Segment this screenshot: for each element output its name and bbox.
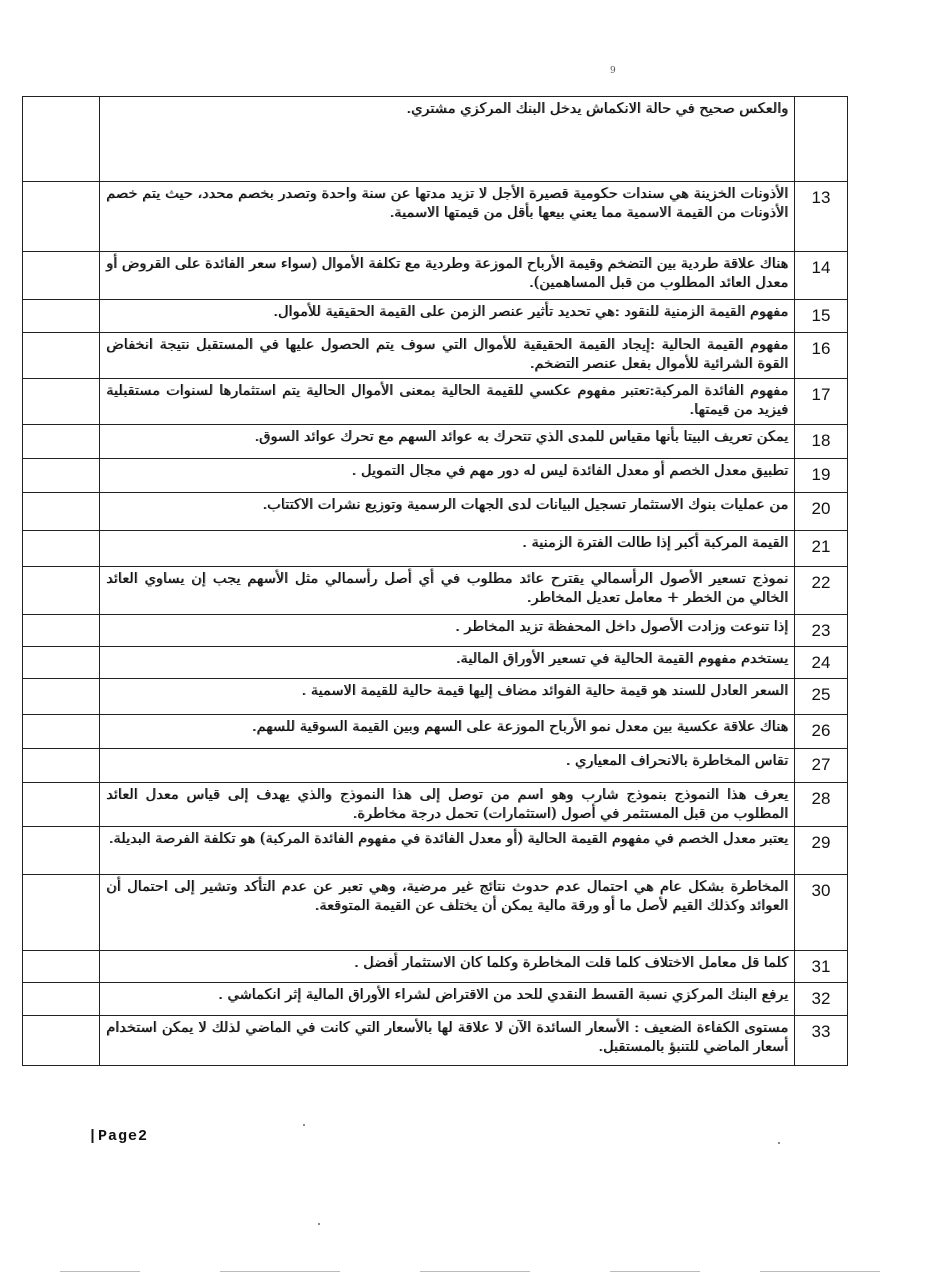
- question-number: 29: [795, 827, 848, 875]
- answer-cell: [23, 615, 100, 647]
- question-text: هناك علاقة طردية بين التضخم وقيمة الأرباح الموزعة وطردية مع تكلفة الأموال (سواء سعر الفائدة على القروض أو معدل العائد المطلوب من قبل المساهمين).: [100, 252, 795, 300]
- question-row: [23, 1016, 848, 1066]
- question-number: 13: [795, 182, 848, 252]
- answer-cell: [23, 97, 100, 182]
- answer-cell: [23, 333, 100, 379]
- scan-speck: [318, 1223, 320, 1225]
- answer-cell: [23, 300, 100, 333]
- answer-cell: [23, 425, 100, 459]
- answer-cell: [23, 983, 100, 1016]
- answer-cell: [23, 531, 100, 567]
- question-row: [23, 715, 848, 749]
- question-number: 27: [795, 749, 848, 783]
- question-row: [23, 827, 848, 875]
- question-number: 14: [795, 252, 848, 300]
- answer-cell: [23, 459, 100, 493]
- question-number: 33: [795, 1016, 848, 1066]
- question-number: 22: [795, 567, 848, 615]
- answer-cell: [23, 679, 100, 715]
- question-number: 28: [795, 783, 848, 827]
- answer-cell: [23, 749, 100, 783]
- question-text: مفهوم القيمة الحالية :إيجاد القيمة الحقيقية للأموال التي سوف يتم الحصول عليها في المستقبل نتيجة انخفاض القوة الشرائية للأموال بفعل عنصر التضخم.: [100, 333, 795, 379]
- answer-cell: [23, 827, 100, 875]
- answer-cell: [23, 493, 100, 531]
- question-row: [23, 679, 848, 715]
- scan-speck: [303, 1124, 305, 1126]
- question-row: [23, 951, 848, 983]
- question-text: هناك علاقة عكسية بين معدل نمو الأرباح الموزعة على السهم وبين القيمة السوقية للسهم.: [100, 715, 795, 749]
- question-text: الأذونات الخزينة هي سندات حكومية قصيرة الأجل لا تزيد مدتها عن سنة واحدة وتصدر بخصم محدد، حيث يتم خصم الأذونات من القيمة الاسمية مما يعني بيعها بأقل من قيمتها الاسمية.: [100, 182, 795, 252]
- question-row: [23, 300, 848, 333]
- question-number: [795, 97, 848, 182]
- question-row: [23, 567, 848, 615]
- question-text: يستخدم مفهوم القيمة الحالية في تسعير الأوراق المالية.: [100, 647, 795, 679]
- question-text: تطبيق معدل الخصم أو معدل الفائدة ليس له دور مهم في مجال التمويل .: [100, 459, 795, 493]
- question-row: [23, 459, 848, 493]
- question-text: مستوى الكفاءة الضعيف : الأسعار السائدة الآن لا علاقة لها بالأسعار التي كانت في الماضي لذلك لا يمكن استخدام أسعار الماضي للتنبؤ بالمستقبل.: [100, 1016, 795, 1066]
- question-text: يعرف هذا النموذج بنموذج شارب وهو اسم من توصل إلى هذا النموذج والذي يهدف إلى قياس معدل العائد المطلوب من قبل المستثمر في أصول (استثمارات) تحمل درجة مخاطرة.: [100, 783, 795, 827]
- answer-cell: [23, 182, 100, 252]
- question-text: المخاطرة بشكل عام هي احتمال عدم حدوث نتائج غير مرضية، وهي تعبر عن عدم التأكد وتشير إلى احتمال أن العوائد وكذلك القيم لأصل ما أو ورقة مالية يمكن أن يختلف عن القيمة المتوقعة.: [100, 875, 795, 951]
- question-number: 25: [795, 679, 848, 715]
- question-row: [23, 182, 848, 252]
- question-number: 24: [795, 647, 848, 679]
- question-number: 19: [795, 459, 848, 493]
- answer-cell: [23, 252, 100, 300]
- question-number: 17: [795, 379, 848, 425]
- question-row: [23, 425, 848, 459]
- scan-speck: [778, 1142, 780, 1144]
- answer-cell: [23, 783, 100, 827]
- question-text: القيمة المركبة أكبر إذا طالت الفترة الزمنية .: [100, 531, 795, 567]
- question-text: نموذج تسعير الأصول الرأسمالي يقترح عائد مطلوب في أي أصل رأسمالي مثل الأسهم يجب إن يساوي العائد الخالي من الخطر + معامل تعديل المخاطر.: [100, 567, 795, 615]
- question-row: [23, 783, 848, 827]
- questions-table: [22, 96, 848, 1066]
- answer-cell: [23, 647, 100, 679]
- answer-cell: [23, 875, 100, 951]
- question-text: يعتبر معدل الخصم في مفهوم القيمة الحالية (أو معدل الفائدة في مفهوم الفائدة المركبة) هو تكلفة الفرصة البديلة.: [100, 827, 795, 875]
- question-text: والعكس صحيح في حالة الانكماش يدخل البنك المركزي مشتري.: [100, 97, 795, 182]
- page-footer: |Page2: [88, 1128, 149, 1145]
- question-row: [23, 97, 848, 182]
- answer-cell: [23, 567, 100, 615]
- scan-edge-line: [60, 1271, 140, 1272]
- question-row: [23, 493, 848, 531]
- scan-edge-line: [760, 1271, 880, 1272]
- question-text: السعر العادل للسند هو قيمة حالية الفوائد مضاف إليها قيمة حالية للقيمة الاسمية .: [100, 679, 795, 715]
- question-text: تقاس المخاطرة بالانحراف المعياري .: [100, 749, 795, 783]
- question-number: 23: [795, 615, 848, 647]
- question-text: مفهوم القيمة الزمنية للنقود :هي تحديد تأثير عنصر الزمن على القيمة الحقيقية للأموال.: [100, 300, 795, 333]
- answer-cell: [23, 379, 100, 425]
- question-number: 21: [795, 531, 848, 567]
- question-row: [23, 647, 848, 679]
- scan-edge-line: [420, 1271, 530, 1272]
- question-number: 20: [795, 493, 848, 531]
- question-row: [23, 252, 848, 300]
- question-row: [23, 379, 848, 425]
- question-number: 16: [795, 333, 848, 379]
- question-row: [23, 749, 848, 783]
- question-row: [23, 333, 848, 379]
- question-number: 31: [795, 951, 848, 983]
- answer-cell: [23, 1016, 100, 1066]
- scan-edge-line: [220, 1271, 340, 1272]
- page-marker: 9: [610, 66, 616, 76]
- question-number: 18: [795, 425, 848, 459]
- question-text: مفهوم الفائدة المركبة:تعتبر مفهوم عكسي للقيمة الحالية بمعنى الأموال الحالية يتم استثمارها لسنوات مستقبلية فيزيد من قيمتها.: [100, 379, 795, 425]
- question-row: [23, 983, 848, 1016]
- question-number: 26: [795, 715, 848, 749]
- question-number: 32: [795, 983, 848, 1016]
- question-number: 30: [795, 875, 848, 951]
- question-number: 15: [795, 300, 848, 333]
- question-text: يرفع البنك المركزي نسبة القسط النقدي للحد من الاقتراض لشراء الأوراق المالية إثر انكماشي .: [100, 983, 795, 1016]
- question-text: كلما قل معامل الاختلاف كلما قلت المخاطرة وكلما كان الاستثمار أفضل .: [100, 951, 795, 983]
- question-row: [23, 875, 848, 951]
- scan-edge-line: [610, 1271, 700, 1272]
- question-row: [23, 531, 848, 567]
- answer-cell: [23, 951, 100, 983]
- question-text: يمكن تعريف البيتا بأنها مقياس للمدى الذي تتحرك به عوائد السهم مع تحرك عوائد السوق.: [100, 425, 795, 459]
- question-text: من عمليات بنوك الاستثمار تسجيل البيانات لدى الجهات الرسمية وتوزيع نشرات الاكتتاب.: [100, 493, 795, 531]
- question-row: [23, 615, 848, 647]
- answer-cell: [23, 715, 100, 749]
- question-text: إذا تنوعت وزادت الأصول داخل المحفظة تزيد المخاطر .: [100, 615, 795, 647]
